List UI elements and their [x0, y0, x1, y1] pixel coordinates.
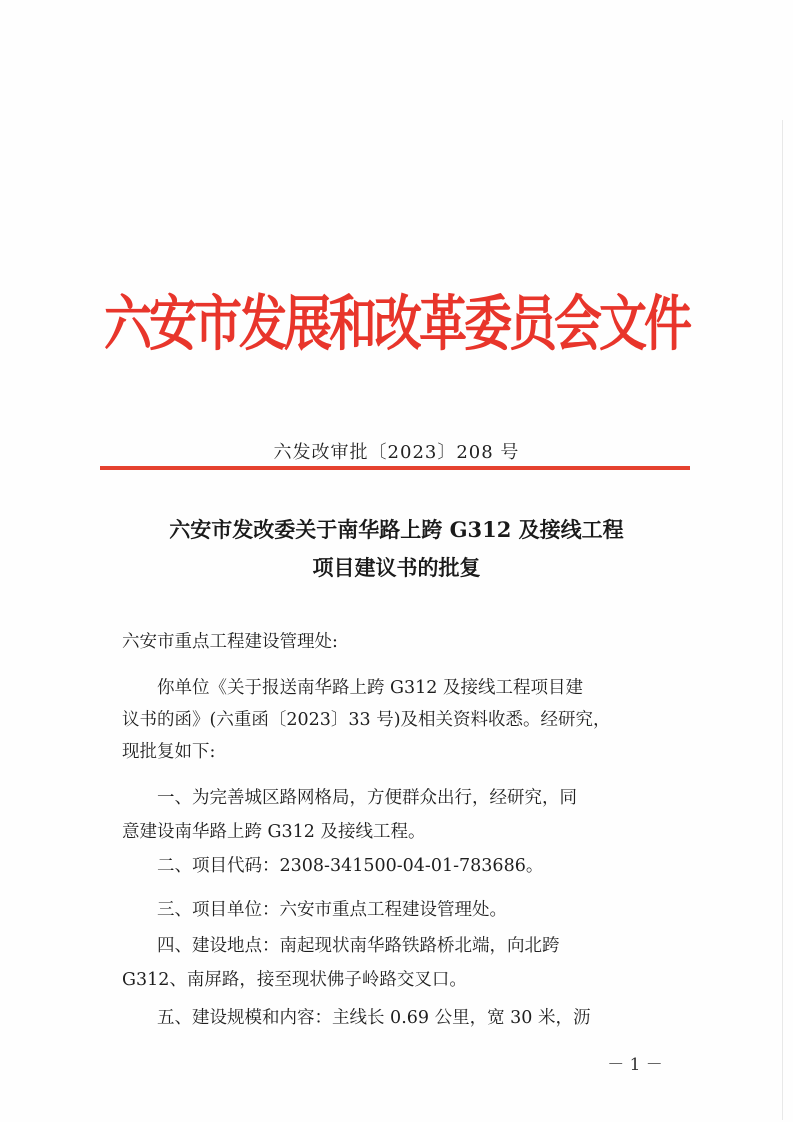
- document-title-line-2: 项目建议书的批复: [312, 555, 481, 580]
- body-line-1: 你单位《关于报送南华路上跨 G312 及接线工程项目建: [122, 678, 584, 698]
- body-line-7: 三、项目单位：六安市重点工程建设管理处。: [122, 900, 507, 920]
- body-line-4: 一、为完善城区路网格局，方便群众出行，经研究，同: [122, 788, 577, 808]
- document-title-line-1: 六安市发改委关于南华路上跨 G312 及接线工程: [169, 517, 624, 542]
- body-line-9: G312、南屏路，接至现状佛子岭路交叉口。: [122, 970, 467, 990]
- agency-header-title: 六安市发展和改革委员会文件: [103, 289, 689, 360]
- body-line-10: 五、建设规模和内容：主线长 0.69 公里，宽 30 米，沥: [122, 1008, 591, 1028]
- body-line-3: 现批复如下:: [122, 742, 216, 762]
- body-line-2: 议书的函》(六重函〔2023〕33 号)及相关资料收悉。经研究，: [122, 710, 611, 730]
- scan-edge-line: [782, 120, 783, 1120]
- red-divider-rule: [100, 466, 690, 470]
- document-number: 六发改审批〔2023〕208 号: [273, 442, 520, 463]
- salutation: 六安市重点工程建设管理处:: [122, 632, 338, 652]
- body-line-6: 二、项目代码：2308-341500-04-01-783686。: [122, 856, 544, 876]
- body-line-5: 意建设南华路上跨 G312 及接线工程。: [122, 822, 426, 842]
- body-line-8: 四、建设地点：南起现状南华路铁路桥北端，向北跨: [122, 936, 560, 956]
- page-number: － 1 －: [607, 1055, 663, 1075]
